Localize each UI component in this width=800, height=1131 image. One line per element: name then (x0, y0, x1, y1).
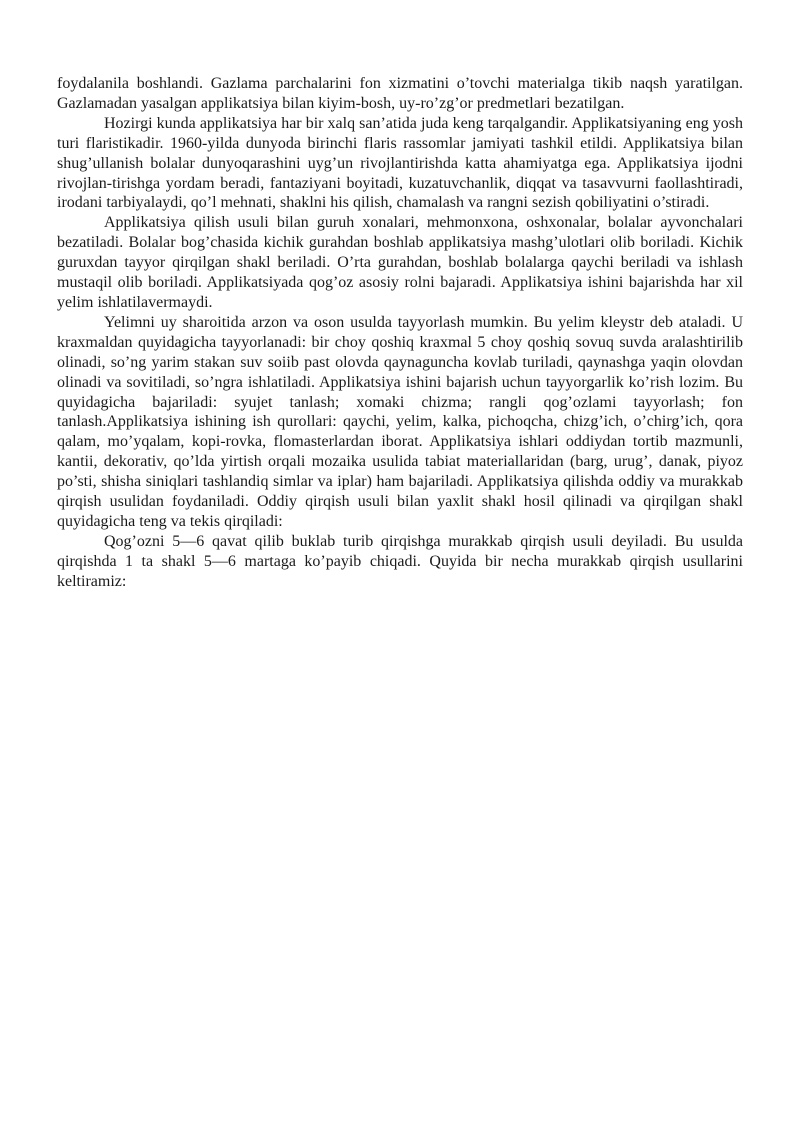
paragraph-complex-cutting: Qog’ozni 5—6 qavat qilib buklab turib qirqishga murakkab qirqish usuli deyiladi. Bu usulda qirqishda 1 ta shakl 5—6 martaga ko’payib chiqadi. Quyida bir necha murakkab qirqish usullarini keltiramiz: (57, 532, 743, 590)
paragraph-applique-kindergarten: Applikatsiya qilish usuli bilan guruh xonalari, mehmonxona, oshxonalar, bolalar ayvonchalari bezatiladi. Bolalar bog’chasida kichik gurahdan boshlab applikatsiya mashg’ulotlari olib boriladi. Kichik guruxdan tayyor qirqilgan shakl beriladi. O’rta gurahdan, boshlab bolalarga qaychi beriladi va ishlash mustaqil olib boriladi. Applikatsiyada qog’oz asosiy rolni bajaradi. Applikatsiya ishini bajarishda har xil yelim ishlatilavermaydi. (57, 214, 743, 311)
paragraph-applique-today: Hozirgi kunda applikatsiya har bir xalq san’atida juda keng tarqalgandir. Applikatsiyaning eng yosh turi flaristikadir. 1960-yilda dunyoda birinchi flaris rassomlar jamiyati tashkil etildi. Applikatsiya bilan shug’ullanish bolalar dunyoqarashini uyg’un rivojlantirishda katta ahamiyatga ega. Applikatsiya ijodni rivojlan-tirishga yordam beradi, fantaziyani boyitadi, kuzatuvchanlik, diqqat va tasavvurni faollashtiradi, irodani tarbiyalaydi, qo’l mehnati, shaklni his qilish, chamalash va rangni sezish qobiliyatini o’stiradi. (57, 114, 743, 212)
document-page (57, 74, 743, 592)
paragraph-continuation: foydalanila boshlandi. Gazlama parchalarini fon xizmatini o’tovchi materialga tikib naqsh yaratilgan. Gazlamadan yasalgan applikatsiya bilan kiyim-bosh, uy-ro’zg’or predmetlari bezatilgan. (57, 75, 743, 112)
paragraph-glue-preparation: Yelimni uy sharoitida arzon va oson usulda tayyorlash mumkin. Bu yelim kleystr deb ataladi. U kraxmaldan quyidagicha tayyorlanadi: bir choy qoshiq kraxmal 5 choy qoshiq sovuq suvda aralashtirilib olinadi, so’ng yarim stakan suv soiib past olovda qaynaguncha kovlab turiladi, qaynashga yaqin olovdan olinadi va sovitiladi, so’ngra ishlatiladi. Applikatsiya ishini bajarish uchun tayyorgarlik ko’rish lozim. Bu quyidagicha bajariladi: syujet tanlash; xomaki chizma; rangli qog’ozlami tayyorlash; fon tanlash.Applikatsiya ishining ish qurollari: qaychi, yelim, kalka, pichoqcha, chizg’ich, o’chirg’ich, qora qalam, mo’yqalam, kopi-rovka, flomasterlardan iborat. Applikatsiya ishlari oddiydan tortib mazmunli, kantii, dekorativ, qo’lda yirtish orqali mozaika usulida tabiat materiallaridan (barg, urug’, danak, piyoz po’sti, shisha siniqlari tashlandiq simlar va iplar) ham bajariladi. Applikatsiya qilishda oddiy va murakkab qirqish usulidan foydaniladi. Oddiy qirqish usuli bilan yaxlit shakl hosil qilinadi va qirqilgan shakl quyidagicha teng va tekis qirqiladi: (57, 313, 743, 530)
